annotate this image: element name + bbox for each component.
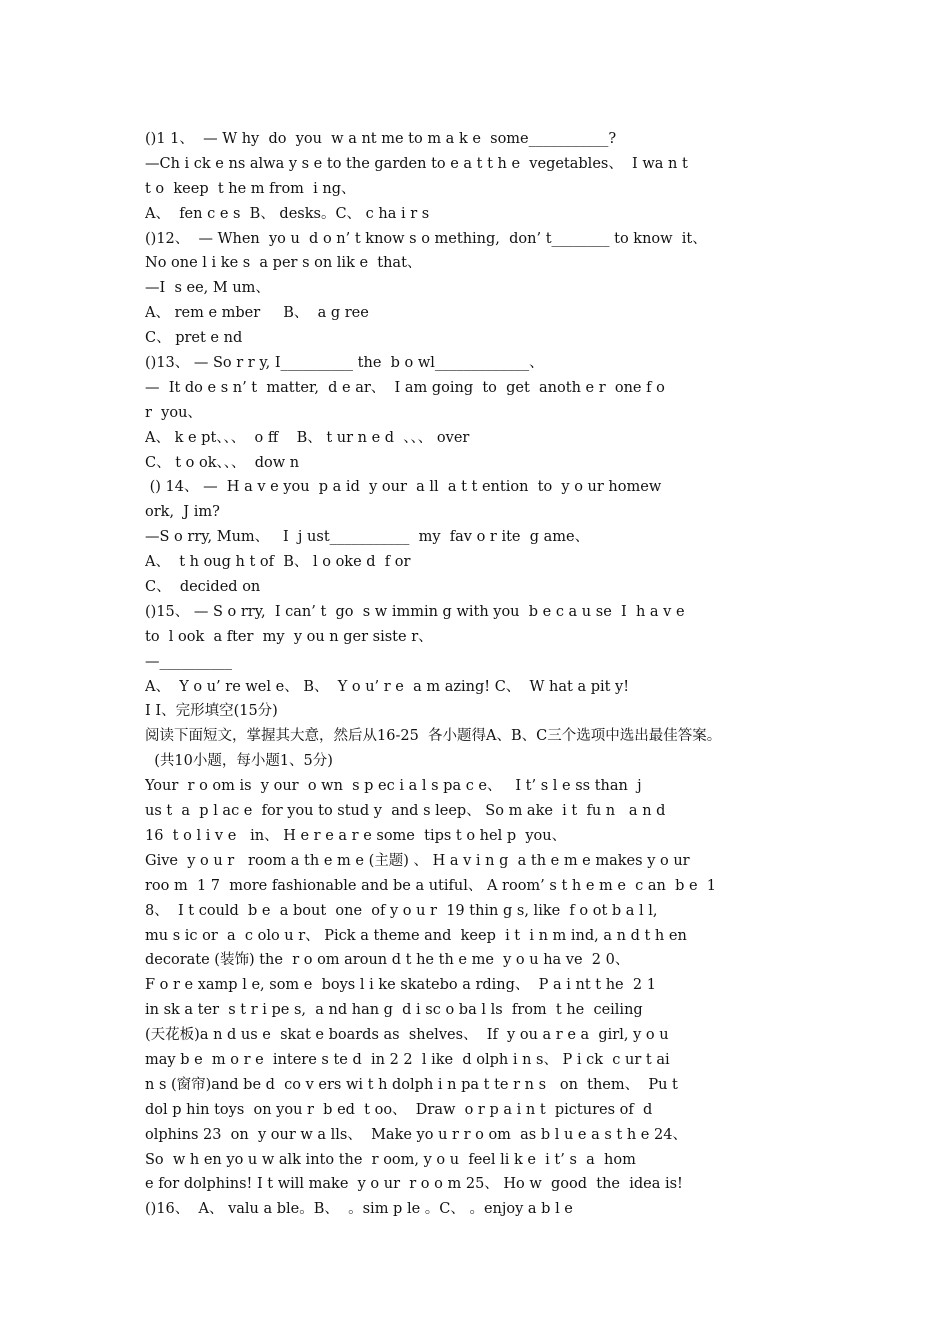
passage-line: n s (窗帘)and be d co v ers wi t h dolph i n pa t te r n s on them、 Pu t — [145, 1076, 678, 1093]
q16-options: ()16、 A、 valu a ble。B、 。sim p le 。C、 。enjoy a b l e — [145, 1201, 573, 1218]
q12-options-ab: A、 rem e mber B、 a g ree — [145, 305, 369, 322]
q14-option-c: C、 decided on — [145, 579, 261, 596]
q12-option-c: C、 pret e nd — [145, 330, 243, 347]
section-instructions: 阅读下面短文，掌握其大意，然后从16-25 各小题得A、B、C三个选项中选出最佳答案。 — [145, 728, 722, 745]
q15-question-line-2: to l ook a fter my y ou n ger siste r、 — [145, 628, 433, 645]
q11-options: A、 fen c e s B、 desks。C、 c ha i r s — [145, 205, 430, 222]
q13-response-line-2: r you、 — [145, 404, 202, 421]
q12-question-line-2: No one l i ke s a per s on lik e that、 — [145, 255, 422, 272]
section-heading: I I、完形填空(15分) — [145, 703, 278, 720]
q14-question-line-2: ork, J im? — [145, 504, 220, 521]
passage-line: us t a p l ac e for you to stud y and s leep、 So m ake i t fu n a n d — [145, 803, 666, 820]
q15-options: A、 Y o u’ re wel e、 B、 Y o u’ r e a m azing! C、 W hat a pit y! — [145, 678, 630, 695]
q15-question-line: ()15、 — S o rry, I can’ t go s w immin g with you b e c a u se I h a v e — [145, 603, 685, 620]
document-body — [145, 127, 813, 1222]
passage-line: e for dolphins! I t will make y o ur r o o m 25、 Ho w good the idea is! — [145, 1176, 683, 1193]
passage-line: mu s ic or a c olo u r、 Pick a theme and keep i t i n m ind, a n d t h en — [145, 927, 687, 944]
passage-line: decorate (装饰) the r o om aroun d t he th e me y o u ha ve 2 0、 — [145, 952, 630, 969]
q13-option-c: C、 t o ok、、、 dow n — [145, 454, 300, 471]
q14-options-ab: A、 t h oug h t of B、 l o oke d f or — [145, 554, 411, 571]
q14-response-line: —S o rry, Mum、 I j ust___________ my fav o r ite g ame、 — [145, 529, 590, 546]
passage-line: may b e m o r e intere s te d in 2 2 l ike d olph i n s、 P i ck c ur t ai — [145, 1051, 670, 1068]
q13-response-line-1: — It do e s n’ t matter, d e ar、 I am going to get anoth e r one f o — [145, 379, 665, 396]
q12-question-line: ()12、 — When yo u d o n’ t know s o mething, don’ t________ to know it、 — [145, 230, 707, 247]
passage-line: olphins 23 on y our w a lls、 Make yo u r r o om as b l u e a s t h e 24、 — [145, 1126, 687, 1143]
q15-response-line: —__________ — [145, 653, 232, 670]
q12-response-line: —I s ee, M um、 — [145, 280, 270, 297]
passage-line: 16 t o l i v e in、 H e r e a r e some tips t o hel p you、 — [145, 827, 567, 844]
passage-line: (天花板)a n d us e skat e boards as shelves、 If y ou a r e a girl, y o u — [145, 1027, 669, 1044]
passage-line: in sk a ter s t r i pe s, a nd han g d i sc o ba l ls from t he ceiling — [145, 1002, 643, 1019]
passage-line: dol p hin toys on you r b ed t oo、 Draw o r p a i n t pictures of d — [145, 1101, 653, 1118]
q11-question-line: ()1 1、 — W hy do you w a nt me to m a k e some___________? — [145, 131, 617, 147]
passage-line: roo m 1 7 more fashionable and be a utiful、 A room’ s t h e m e c an b e 1 — [145, 877, 717, 894]
q14-question-line: () 14、 — H a v e you p a id y our a ll a t t ention to y o ur homew — [145, 479, 662, 496]
q13-options-ab: A、 k e pt、、、 o ff B、 t ur n e d 、、、 over — [145, 429, 470, 446]
passage-line: So w h en yo u w alk into the r oom, y o u feel li k e i t’ s a hom — [145, 1151, 636, 1168]
section-scoring: (共10小题，每小题1、5分) — [145, 753, 333, 770]
passage-line: 8、 I t could b e a bout one of y o u r 19 thin g s, like f o ot b a l l, — [145, 902, 658, 919]
passage-line: Give y o u r room a th e m e (主题) 、 H a v i n g a th e m e makes y o ur — [145, 852, 690, 869]
q11-response-line-1: —Ch i ck e ns alwa y s e to the garden to e a t t h e vegetables、 I wa n t — [145, 155, 688, 172]
passage-line: F o r e xamp l e, som e boys l i ke skatebo a rding、 P a i nt t he 2 1 — [145, 977, 656, 994]
q11-response-line-2: t o keep t he m from i ng、 — [145, 180, 356, 197]
passage-line: Your r o om is y our o wn s p ec i a l s pa c e、 I t’ s l e ss than j — [145, 778, 642, 795]
q13-question-line: ()13、 — So r r y, I__________ the b o wl_____________、 — [145, 355, 544, 372]
